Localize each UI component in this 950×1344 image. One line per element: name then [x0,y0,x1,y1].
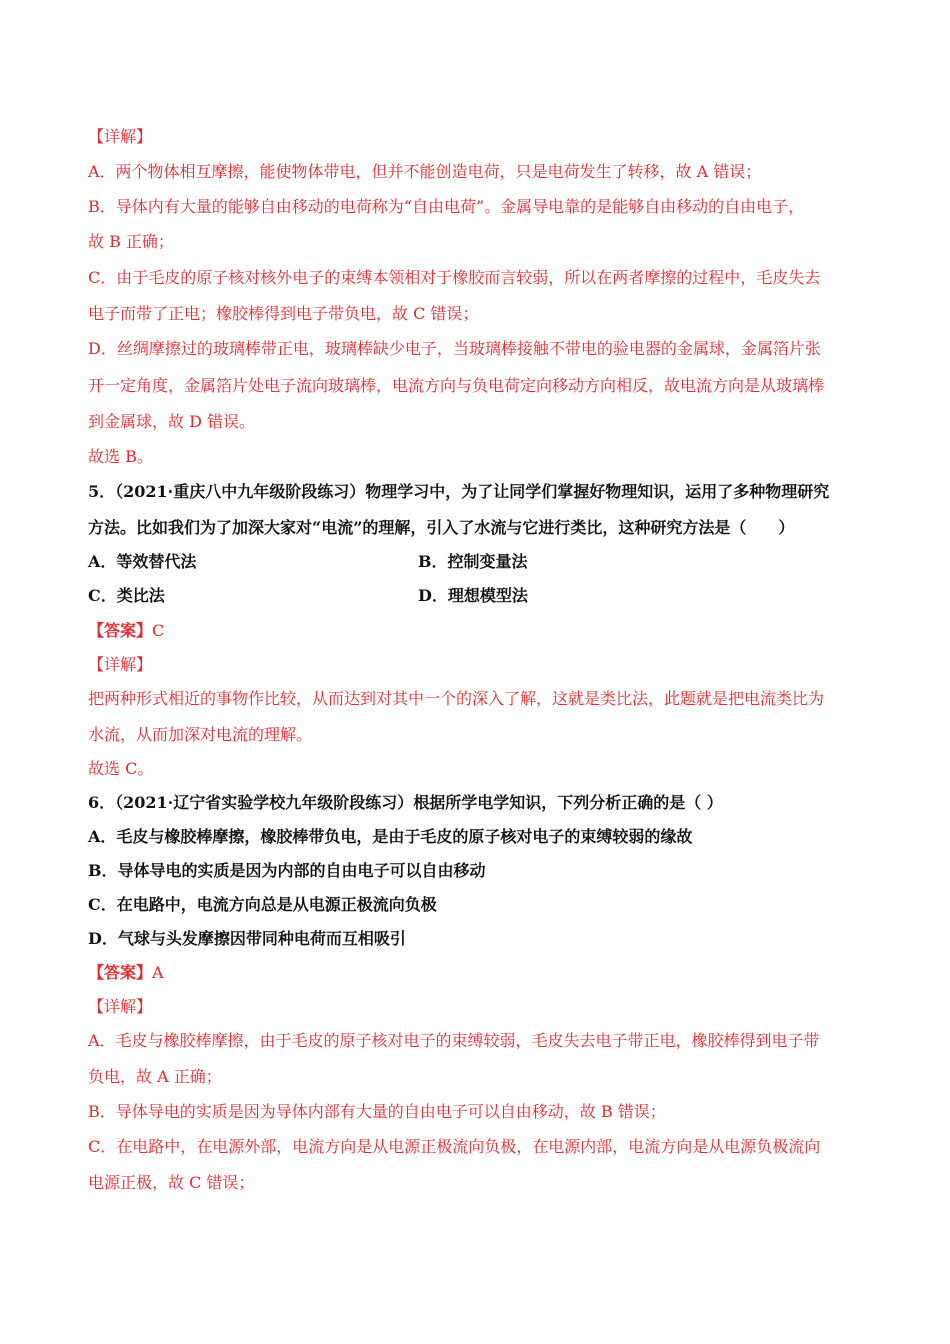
answer-label: 【答案】 [88,621,153,640]
option-a: A．毛皮与橡胶棒摩擦，橡胶棒带负电，是由于毛皮的原子核对电子的束缚较弱的缘故 [88,827,693,846]
detail-line: C．在电路中，在电源外部，电流方向是从电源正极流向负极，在电源内部，电流方向是从电源负极流向 [88,1137,821,1156]
detail-line: 水流，从而加深对电流的理解。 [88,725,313,744]
answer-value: C [152,621,165,640]
question-5-stem: 方法。比如我们为了加深大家对“电流”的理解，引入了水流与它进行类比，这种研究方法是（ ） [88,518,795,537]
option-d: D．气球与头发摩擦因带同种电荷而互相吸引 [88,929,406,948]
question-5-stem: 5．（2021·重庆八中九年级阶段练习）物理学习中，为了让同学们掌握好物理知识，运用了多种物理研究 [88,482,830,501]
detail-label: 【详解】 [88,655,153,674]
option-a: A．等效替代法 [88,552,197,571]
answer-row [88,963,164,983]
detail-line: 开一定角度，金属箔片处电子流向玻璃棒，电流方向与负电荷定向移动方向相反，故电流方向是从玻璃棒 [88,376,825,395]
option-c: C．类比法 [88,586,165,605]
detail-line: 负电，故 A 正确； [88,1067,222,1086]
detail-line: 故 B 正确； [88,232,174,251]
option-c: C．在电路中，电流方向总是从电源正极流向负极 [88,895,437,914]
conclusion: 故选 C。 [88,759,154,778]
answer-row [88,621,164,641]
option-b: B．导体导电的实质是因为内部的自由电子可以自由移动 [88,861,486,880]
detail-line: 电子而带了正电；橡胶棒得到电子带负电，故 C 错误； [88,304,479,323]
option-b: B．控制变量法 [418,552,528,571]
answer-label: 【答案】 [88,963,153,982]
detail-line: 把两种形式相近的事物作比较，从而达到对其中一个的深入了解，这就是类比法，此题就是把电流类比为 [88,689,825,708]
detail-line: 电源正极，故 C 错误； [88,1173,255,1192]
question-6-stem: 6．（2021·辽宁省实验学校九年级阶段练习）根据所学电学知识，下列分析正确的是（ ） [88,793,723,812]
detail-line: C．由于毛皮的原子核对核外电子的束缚本领相对于橡胶而言较弱，所以在两者摩擦的过程中，毛皮失去 [88,268,821,287]
detail-label: 【详解】 [88,127,153,146]
detail-line: A．毛皮与橡胶棒摩擦，由于毛皮的原子核对电子的束缚较弱，毛皮失去电子带正电，橡胶棒得到电子带 [88,1031,820,1050]
detail-line: B．导体内有大量的能够自由移动的电荷称为“自由电荷”。金属导电靠的是能够自由移动的自由电子， [88,197,805,216]
answer-value: A [152,963,164,982]
detail-line: B．导体导电的实质是因为导体内部有大量的自由电子可以自由移动，故 B 错误； [88,1102,666,1121]
detail-label: 【详解】 [88,997,153,1016]
option-d: D．理想模型法 [418,586,528,605]
conclusion: 故选 B。 [88,447,153,466]
detail-line: D．丝绸摩擦过的玻璃棒带正电，玻璃棒缺少电子，当玻璃棒接触不带电的验电器的金属球，金属箔片张 [88,339,821,358]
detail-line: 到金属球，故 D 错误。 [88,412,256,431]
detail-line: A．两个物体相互摩擦，能使物体带电，但并不能创造电荷，只是电荷发生了转移，故 A 错误； [88,162,762,181]
